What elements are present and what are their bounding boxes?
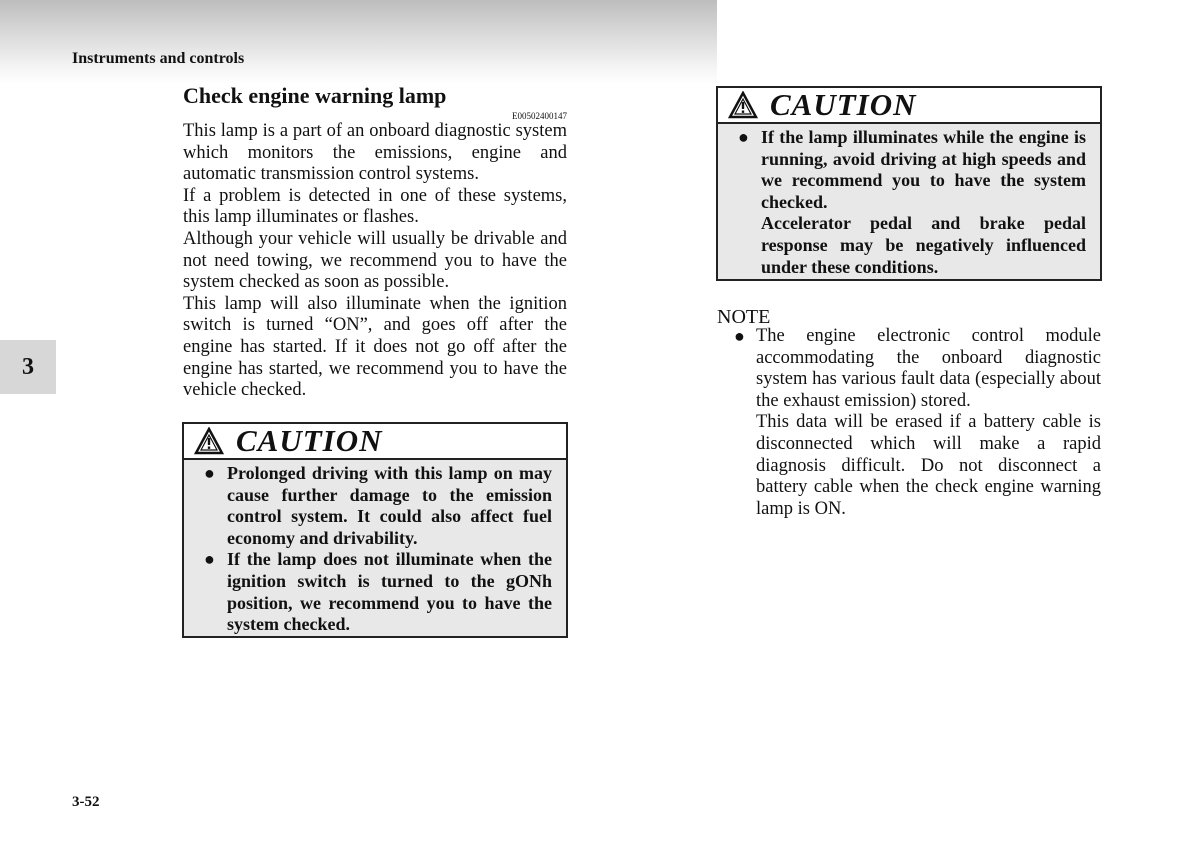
note-paragraph: This data will be erased if a battery cable is disconnected which will make a rapid diagnosis difficult. Do not disconnect a battery cable when the check engine warning lamp is ON.: [756, 412, 1101, 519]
bullet-dot-icon: ●: [204, 463, 215, 483]
paragraph: This lamp is a part of an onboard diagnostic system which monitors the emissions, engine and automatic transmission control systems.: [183, 121, 567, 185]
caution-bullet: [204, 463, 552, 549]
caution-title: CAUTION: [236, 423, 383, 458]
caution-bullet: [204, 549, 552, 635]
caution-bullet-line: Accelerator pedal and brake pedal response may be negatively influenced under these conditions.: [761, 213, 1086, 277]
bullet-dot-icon: ●: [734, 326, 745, 346]
note-body: [734, 326, 1101, 520]
page-number: 3-52: [72, 794, 100, 810]
chapter-number: 3: [22, 353, 34, 380]
caution-header: [718, 88, 1100, 124]
caution-bullet-text: If the lamp does not illuminate when the ignition switch is turned to the gONh position, we recommend you to have the system checked.: [227, 549, 552, 635]
paragraph: If a problem is detected in one of these systems, this lamp illuminates or flashes.: [183, 185, 567, 228]
caution-bullet: [738, 127, 1086, 278]
caution-title: CAUTION: [770, 87, 917, 122]
note-text: [756, 326, 1101, 520]
caution-box: [182, 422, 568, 638]
paragraph: This lamp will also illuminate when the ignition switch is turned “ON”, and goes off after the engine has started. If it does not go off after the engine has started, we recommend you to have the vehicle checked.: [183, 293, 567, 401]
note-label: NOTE: [717, 306, 771, 328]
left-column: [183, 82, 567, 402]
caution-body: [184, 460, 566, 642]
warning-triangle-icon: [728, 91, 758, 119]
caution-bullet-text: [761, 127, 1086, 278]
reference-code: E00502400147: [512, 111, 567, 121]
warning-triangle-icon: [194, 427, 224, 455]
caution-bullet-line: If the lamp illuminates while the engine is running, avoid driving at high speeds and we recommend you to have the system checked.: [761, 127, 1086, 212]
caution-body: [718, 124, 1100, 284]
section-title: Instruments and controls: [72, 50, 245, 67]
bullet-dot-icon: ●: [738, 127, 749, 147]
bullet-dot-icon: ●: [204, 549, 215, 570]
note-paragraph: The engine electronic control module accommodating the onboard diagnostic system has various fault data (especially about the exhaust emission) stored.: [756, 326, 1101, 411]
caution-box: [716, 86, 1102, 281]
caution-header: [184, 424, 566, 460]
header-band: [0, 0, 717, 84]
paragraph: Although your vehicle will usually be drivable and not need towing, we recommend you to have the system checked as soon as possible.: [183, 228, 567, 293]
caution-bullet-text: Prolonged driving with this lamp on may cause further damage to the emission control system. It could also affect fuel economy and drivability.: [227, 463, 552, 548]
chapter-tab: [0, 340, 56, 394]
page-heading: Check engine warning lamp: [183, 83, 447, 108]
